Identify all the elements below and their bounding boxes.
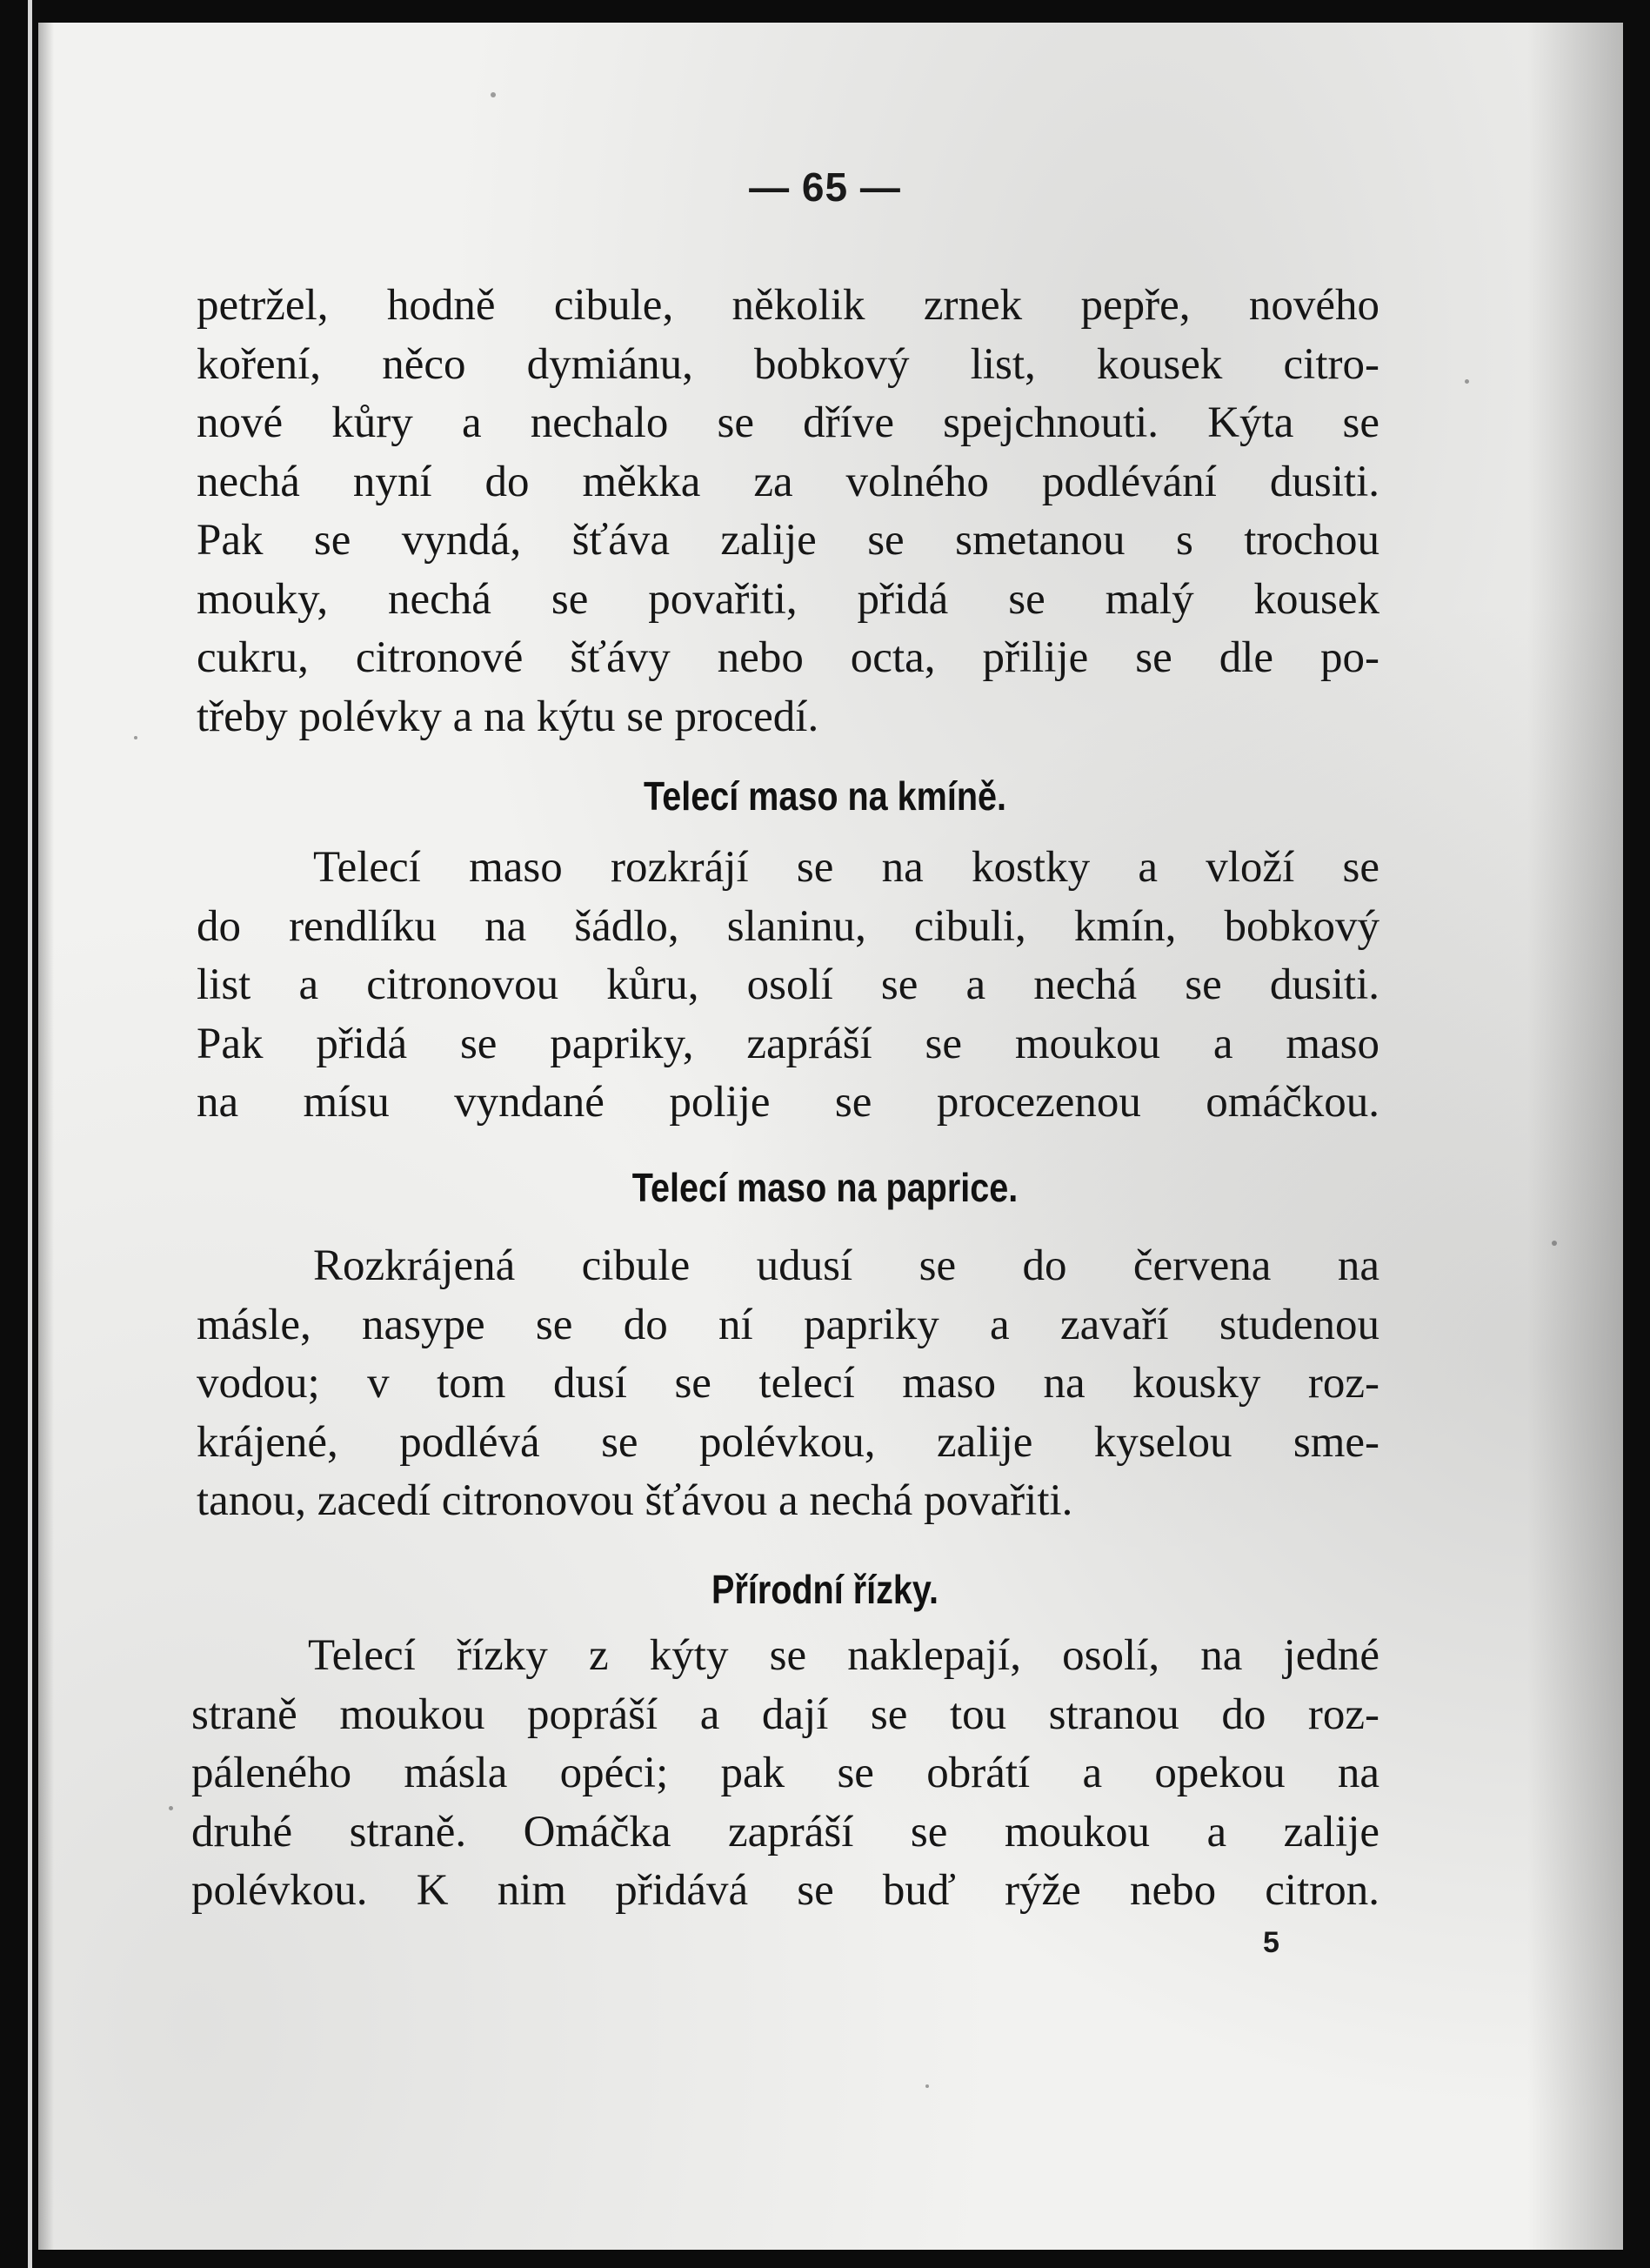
- text-line: polévkou. K nim přidává se buď rýže nebo citron.: [191, 1866, 1379, 1915]
- text-line: páleného másla opéci; pak se obrátí a opekou na: [191, 1749, 1379, 1797]
- recipe-text-veal-paprika: [197, 1237, 1379, 1531]
- recipe-text-veal-caraway: [197, 839, 1379, 1133]
- binding-line: [28, 0, 32, 2268]
- text-line: straně moukou popráší a dají se tou stranou do roz-: [191, 1689, 1379, 1739]
- text-line: Rozkrájená cibule udusí se do červena na: [313, 1241, 1379, 1290]
- page-number: — 65 —: [749, 164, 901, 210]
- signature-mark: 5: [1263, 1926, 1279, 1959]
- recipe-heading-veal-paprika: Telecí maso na paprice.: [631, 1165, 1019, 1210]
- paper-speck: [169, 1806, 173, 1810]
- text-line: másle, nasype se do ní papriky a zavaří studenou: [197, 1300, 1379, 1349]
- text-line: list a citronovou kůru, osolí se a nechá se dusiti.: [197, 960, 1379, 1009]
- recipe-heading-veal-caraway: Telecí maso na kmíně.: [643, 773, 1007, 819]
- text-line: druhé straně. Omáčka zapráší se moukou a zalije: [191, 1807, 1379, 1857]
- text-line: cukru, citronové šťávy nebo octa, přilije se dle po-: [197, 633, 1379, 682]
- paper-speck: [1552, 1241, 1557, 1246]
- text-line: Pak přidá se papriky, zapráší se moukou a maso: [197, 1019, 1379, 1068]
- text-line: Telecí maso rozkrájí se na kostky a vloží se: [313, 843, 1379, 892]
- text-line: koření, něco dymiánu, bobkový list, kousek citro-: [197, 339, 1379, 389]
- recipe-text-natural-cutlets: [191, 1627, 1379, 1921]
- text-line: nechá nyní do měkka za volného podlévání dusiti.: [197, 457, 1379, 506]
- text-line: krájené, podlévá se polévkou, zalije kyselou sme-: [197, 1417, 1379, 1467]
- paper-shadow-right: [1527, 23, 1623, 2250]
- text-line: na mísu vyndané polije se procezenou omáčkou.: [197, 1078, 1379, 1127]
- text-line: Telecí řízky z kýty se naklepají, osolí, na jedné: [308, 1631, 1379, 1680]
- text-line: do rendlíku na šádlo, slaninu, cibuli, kmín, bobkový: [197, 901, 1379, 951]
- paper-speck: [1465, 379, 1469, 384]
- paper-speck: [491, 92, 496, 97]
- text-line: tanou, zacedí citronovou šťávou a nechá povařiti.: [197, 1476, 1073, 1525]
- text-line: mouky, nechá se povařiti, přidá se malý kousek: [197, 574, 1379, 624]
- paragraph-continued: [197, 277, 1379, 746]
- paper-speck: [134, 736, 137, 739]
- text-line: Pak se vyndá, šťáva zalije se smetanou s trochou: [197, 516, 1379, 565]
- recipe-heading-natural-cutlets: Přírodní řízky.: [711, 1567, 939, 1612]
- text-line: petržel, hodně cibule, několik zrnek pepře, nového: [197, 281, 1379, 330]
- text-line: vodou; v tom dusí se telecí maso na kousky roz-: [197, 1359, 1379, 1408]
- paper-speck: [925, 2084, 929, 2088]
- text-line: třeby polévky a na kýtu se procedí.: [197, 692, 819, 741]
- text-line: nové kůry a nechalo se dříve spejchnouti. Kýta se: [197, 398, 1379, 447]
- paper-shadow-left: [38, 23, 54, 2250]
